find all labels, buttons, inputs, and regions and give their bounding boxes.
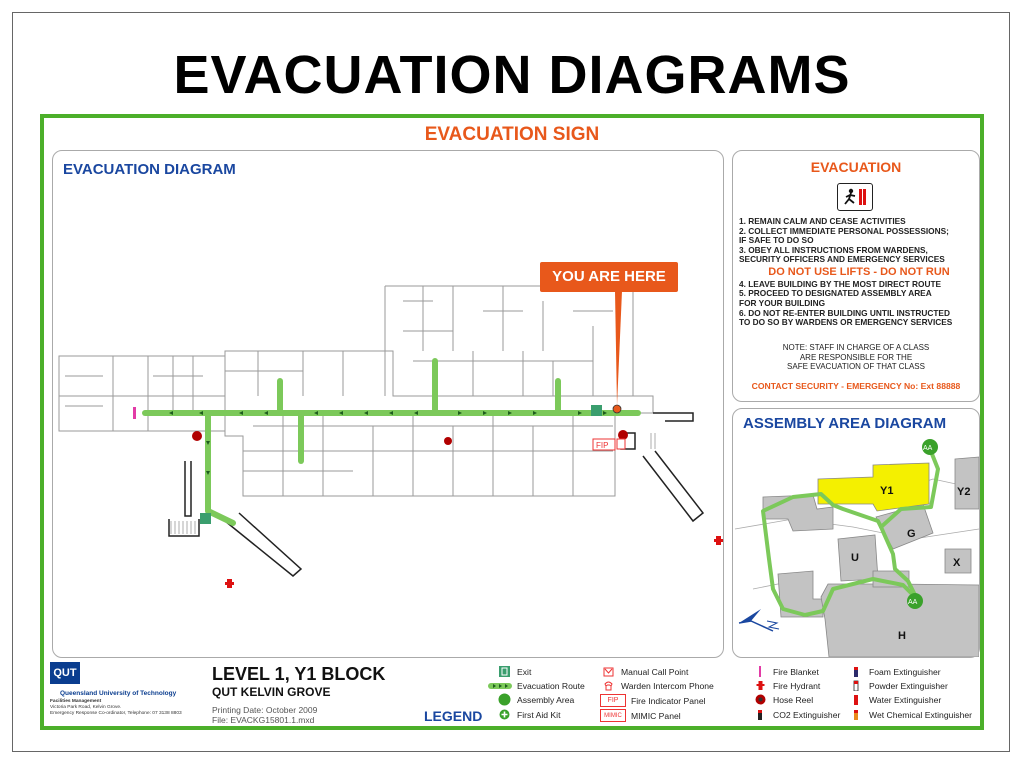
legend-label-text: First Aid Kit: [517, 709, 561, 720]
legend-item-first-aid: [496, 709, 560, 720]
fire-hydrant-icon: [752, 680, 768, 691]
evacuation-sign: [40, 114, 984, 730]
legend-label-text: MIMIC Panel: [631, 710, 681, 721]
legend-item-exit: [496, 666, 531, 677]
first-aid-icon: [496, 709, 512, 720]
building-label: Y1: [880, 485, 894, 497]
qut-logo: QUT: [50, 662, 80, 684]
file-name: File: EVACKG15801.1.mxd: [212, 715, 315, 725]
north-arrow-icon: [739, 609, 779, 631]
address-line: Victoria Park Road, Kelvin Grove.: [50, 704, 122, 710]
assembly-marker: AA: [908, 599, 918, 606]
fire-blanket-icon: [752, 666, 768, 677]
evacuation-diagram-panel: [52, 150, 724, 658]
assembly-area-panel: [732, 408, 980, 658]
phone-line: Emergency Response Co-ordinator, Telephone: 07 3138 8803: [50, 710, 182, 716]
instruction-line: 3. OBEY ALL INSTRUCTIONS FROM WARDENS,: [739, 244, 928, 255]
mimic-icon: MIMIC: [600, 709, 626, 722]
lift-warning: DO NOT USE LIFTS - DO NOT RUN: [768, 266, 950, 279]
legend-item-manual-call-point: [600, 666, 688, 677]
legend-item-water: [848, 694, 941, 705]
instruction-line: 6. DO NOT RE-ENTER BUILDING UNTIL INSTRUCTED: [739, 307, 950, 318]
building-label: G: [907, 528, 916, 540]
co2-extinguisher-icon: [752, 709, 768, 720]
floor-plan: [53, 151, 723, 657]
legend-label-text: Hose Reel: [773, 694, 814, 705]
assembly-map: [733, 409, 979, 657]
water-extinguisher-icon: [848, 694, 864, 705]
facilities-line: Facilities Management: [50, 699, 102, 704]
legend-label-text: CO2 Extinguisher: [773, 709, 841, 720]
fire-hydrant-icon: [225, 536, 723, 588]
legend-item-evacuation-route: [488, 680, 585, 691]
instruction-line: SECURITY OFFICERS AND EMERGENCY SERVICES: [739, 254, 945, 265]
legend-label-text: Fire Hydrant: [773, 680, 821, 691]
university-name: Queensland University of Technology: [60, 690, 177, 697]
you-are-here-dot: [613, 405, 621, 413]
title-block: [48, 660, 980, 726]
legend-label-text: Water Extinguisher: [869, 694, 942, 705]
instruction-line: 2. COLLECT IMMEDIATE PERSONAL POSSESSIONS;: [739, 225, 949, 236]
legend-label-text: Warden Intercom Phone: [621, 680, 714, 691]
instruction-line: FOR YOUR BUILDING: [739, 298, 826, 309]
legend-label-text: Fire Blanket: [773, 666, 819, 677]
instruction-line: 5. PROCEED TO DESIGNATED ASSEMBLY AREA: [739, 288, 932, 299]
building-label: U: [851, 552, 859, 564]
instruction-line: 1. REMAIN CALM AND CEASE ACTIVITIES: [739, 216, 906, 226]
legend-label-text: Exit: [517, 666, 532, 677]
assembly-marker: AA: [923, 445, 933, 452]
legend-item-fire-blanket: [752, 666, 819, 677]
print-date: Printing Date: October 2009: [212, 705, 318, 715]
diagram-heading: EVACUATION DIAGRAM: [63, 161, 236, 178]
legend-item-fire-hydrant: [752, 680, 820, 691]
note-line: ARE RESPONSIBLE FOR THE: [799, 352, 913, 362]
legend-item-wet-chemical: [848, 709, 972, 720]
fip-tag: FIP: [596, 441, 609, 450]
wet-chemical-extinguisher-icon: [848, 709, 864, 720]
note-line: NOTE: STAFF IN CHARGE OF A CLASS: [782, 343, 930, 352]
legend-item-powder: [848, 680, 948, 691]
evacuation-route-icon: [488, 680, 512, 691]
route-arrows: [169, 411, 607, 475]
legend-item-hose-reel: [752, 694, 813, 705]
legend-label-text: Assembly Area: [517, 694, 575, 705]
slide-title: EVACUATION DIAGRAMS: [173, 45, 851, 105]
you-are-here-label: YOU ARE HERE: [540, 262, 678, 292]
powder-extinguisher-icon: [848, 680, 864, 691]
evacuation-heading: EVACUATION: [810, 159, 902, 175]
you-are-here-pointer: [615, 291, 622, 406]
assembly-area-icon: [496, 694, 512, 705]
sign-title: EVACUATION SIGN: [424, 124, 600, 145]
staff-note: [733, 343, 979, 372]
assembly-heading: ASSEMBLY AREA DIAGRAM: [743, 415, 947, 432]
legend-item-assembly-area: [496, 694, 574, 705]
evacuation-instructions: [739, 217, 979, 328]
legend-label-text: Fire Indicator Panel: [631, 695, 706, 706]
phone-icon: [600, 680, 616, 691]
building-label: X: [953, 557, 961, 569]
building-label: Y2: [957, 486, 971, 498]
instruction-line: IF SAFE TO DO SO: [739, 235, 814, 246]
fire-blanket-icon: [133, 407, 136, 419]
running-person-icon: [837, 183, 873, 211]
legend-item-fip: [600, 694, 706, 707]
legend-label-text: Powder Extinguisher: [869, 680, 948, 691]
legend-label-text: Foam Extinguisher: [869, 666, 941, 677]
manual-call-point-icon: [600, 666, 616, 677]
evacuation-instructions-panel: [732, 150, 980, 402]
legend-label: LEGEND: [424, 708, 483, 724]
legend-label-text: Evacuation Route: [517, 680, 585, 691]
legend-label-text: Wet Chemical Extinguisher: [869, 709, 973, 720]
manual-call-point-icon: [617, 439, 625, 449]
legend-item-mimic: [600, 709, 681, 722]
instruction-line: 4. LEAVE BUILDING BY THE MOST DIRECT ROUTE: [739, 278, 942, 289]
instruction-line: TO DO SO BY WARDENS OR EMERGENCY SERVICES: [739, 317, 953, 328]
foam-extinguisher-icon: [848, 666, 864, 677]
hose-reel-icon: [192, 430, 628, 445]
legend-label-text: Manual Call Point: [621, 666, 689, 677]
exit-icon: [496, 666, 512, 677]
level-title: LEVEL 1, Y1 BLOCK: [212, 664, 386, 684]
note-line: SAFE EVACUATION OF THAT CLASS: [787, 362, 925, 372]
building-label: H: [898, 630, 906, 642]
exit-icon: [200, 405, 602, 524]
campus-name: QUT KELVIN GROVE: [212, 685, 331, 699]
fip-icon: FIP: [600, 694, 626, 707]
hose-reel-icon: [752, 694, 768, 705]
legend-item-foam: [848, 666, 941, 677]
facilities-info: [50, 699, 182, 716]
legend-item-warden-intercom: [600, 680, 714, 691]
legend-item-co2: [752, 709, 840, 720]
contact-security: CONTACT SECURITY - EMERGENCY No: Ext 88888: [751, 381, 961, 391]
